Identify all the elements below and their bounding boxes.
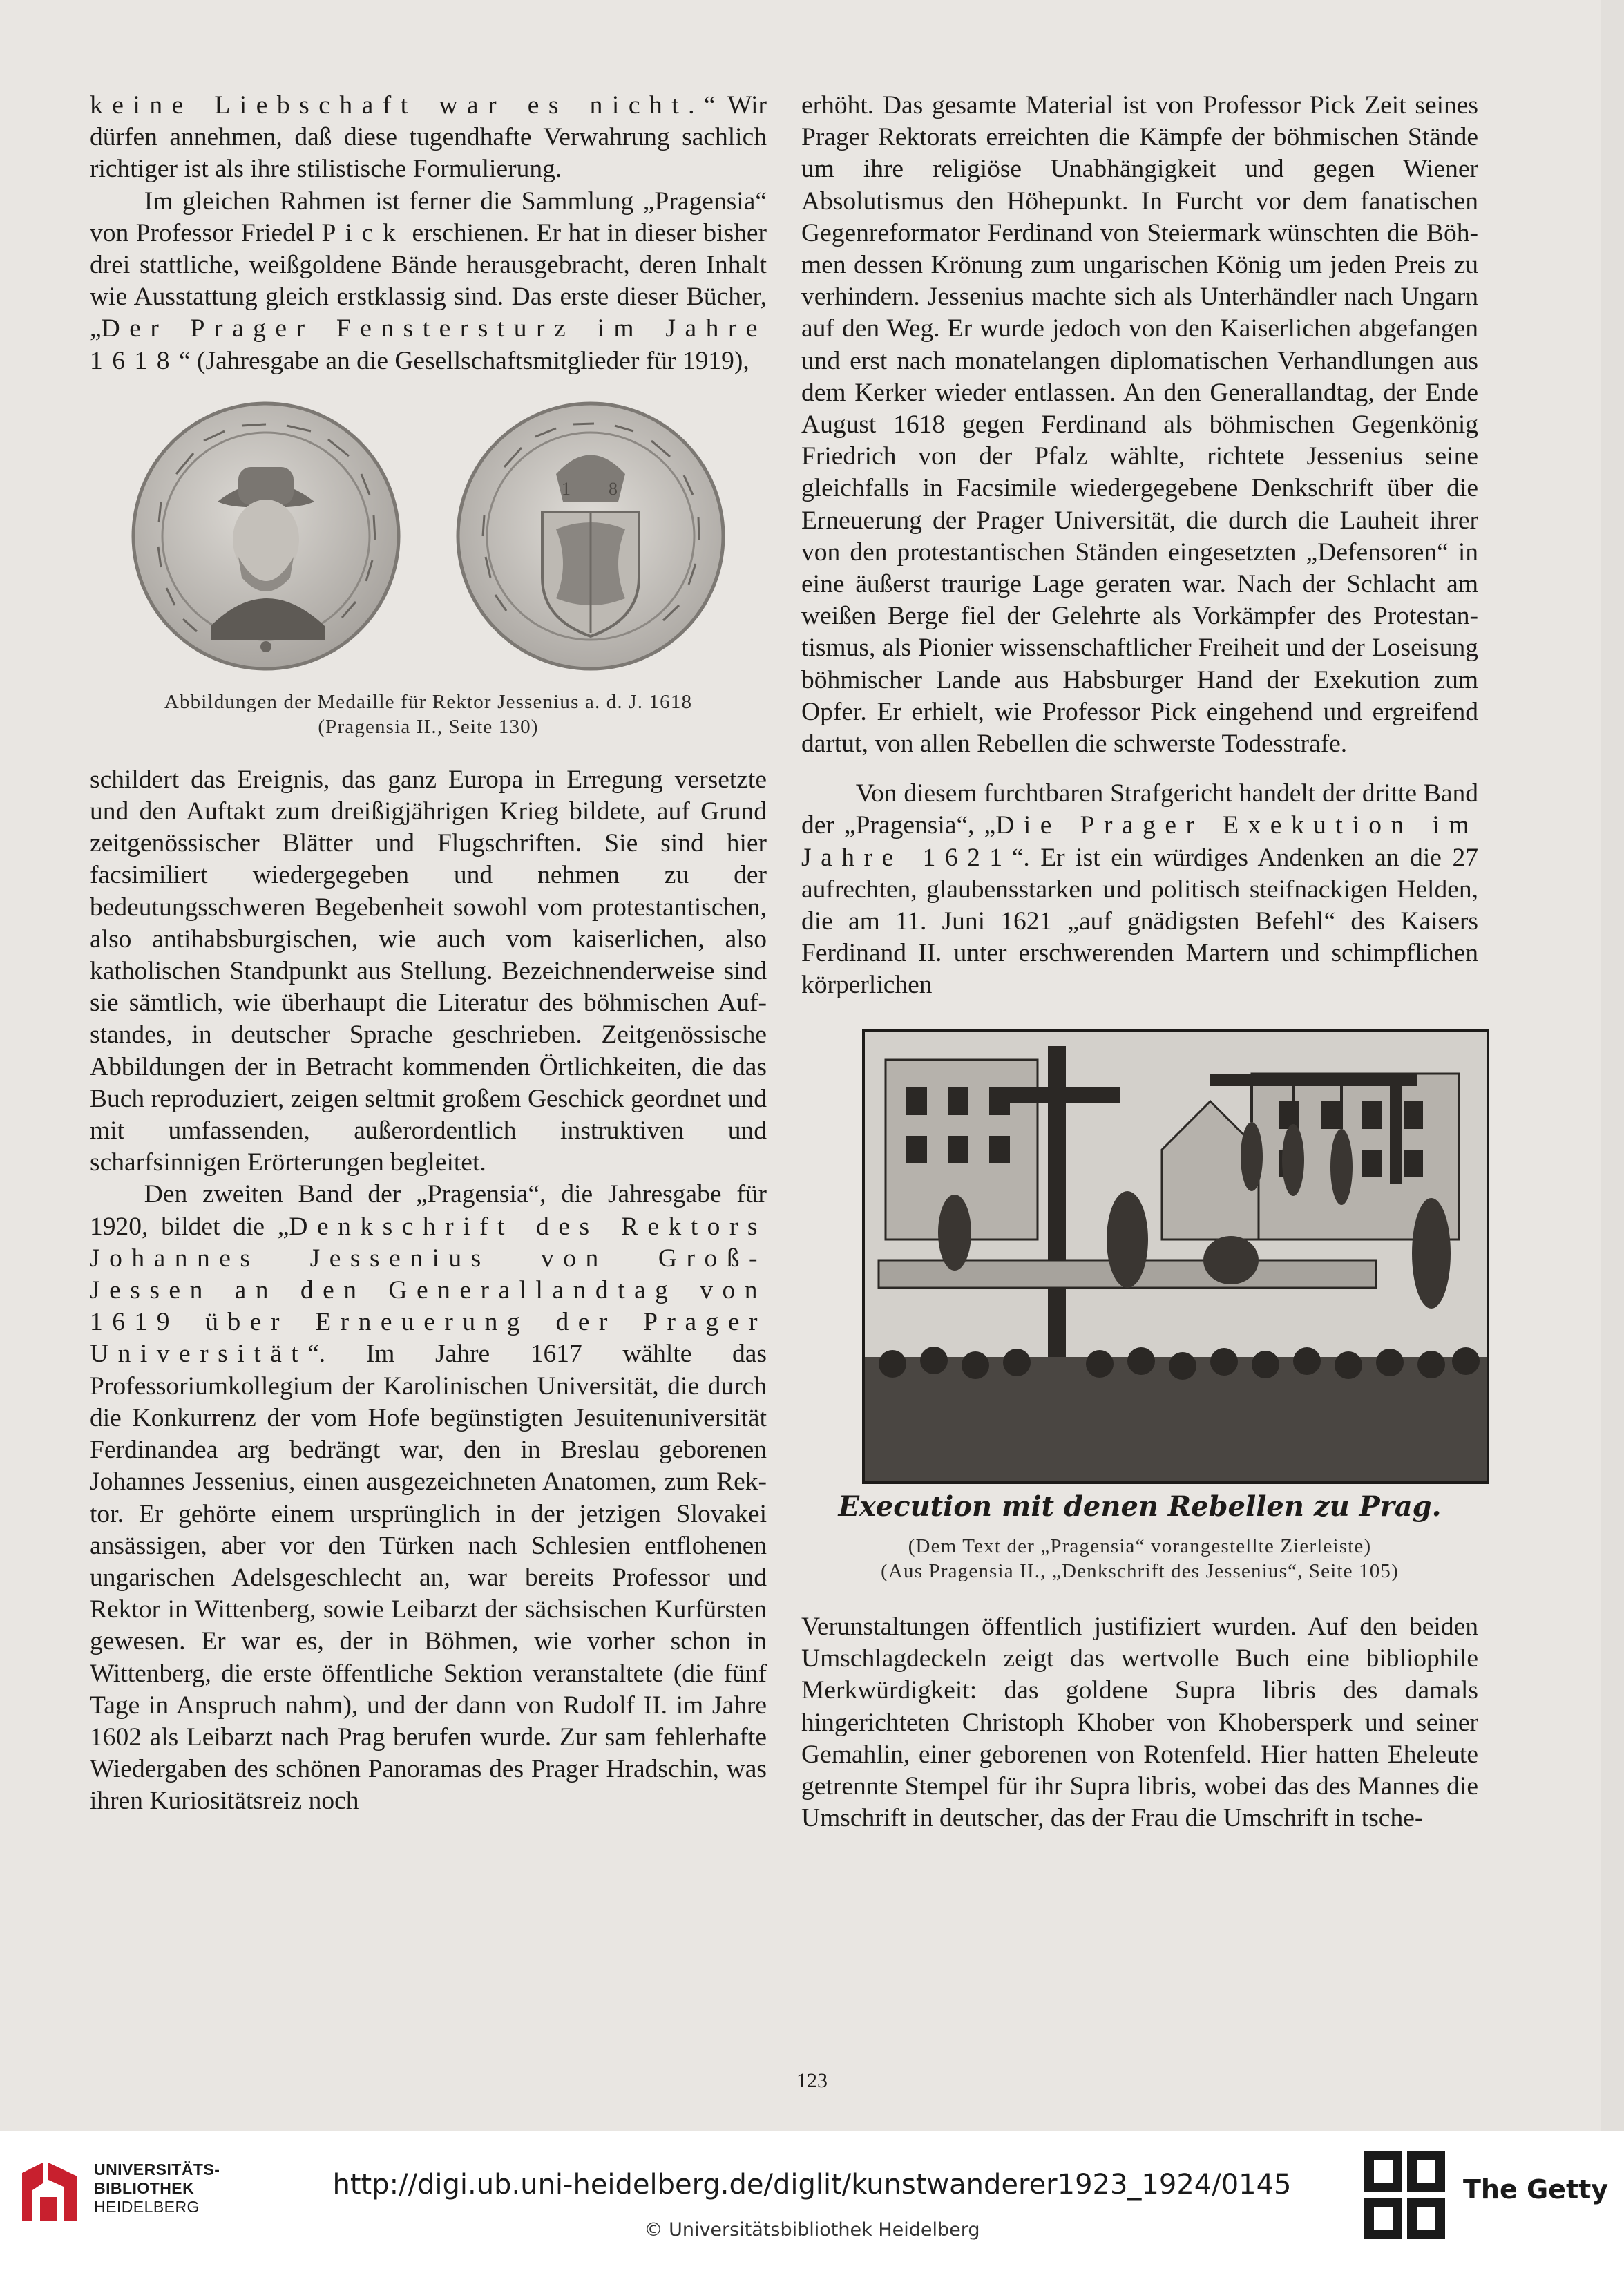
footer-bar (0, 2131, 1624, 2280)
spaced-text: Pick (321, 218, 405, 247)
medal-arms-image (452, 398, 729, 674)
paragraph: keine Liebschaft war es nicht.“ Wir dürfen annehmen, daß diese tugendhafte Verwahrung sachlich richtiger ist als ihre stilistische Formulierung. (90, 91, 767, 184)
spaced-text: Der Prager Fenstersturz im Jahre 1618 (90, 314, 767, 375)
spaced-text: Denkschrift des Rektors Johannes Jessenius von Groß-Jessen an den Generallandtag von 1619 über Erneuerung der Prager Universität (90, 1212, 767, 1369)
paragraph: schildert das Ereignis, das ganz Europa in Erregung versetzte und den Auftakt zum dreißigjährigen Krieg bildete, auf Grund zeitgenössischer Blätter und Flugschriften. Sie sind hier facsimiliert wiedergegeben und nehmen zu der bedeutungsschweren Begebenheit sowohl vom protestantischen, also antihabsburgischen, wie auch vom kaiserlichen, also katholischen Standpunkt aus Stellung. Bezeichnenderweise sind sie sämtlich, wie überhaupt die Literatur des böhmischen Aufstandes, in deutscher Sprache geschrieben. Zeitgenössische Abbildungen der in Betracht kommenden Örtlichkeiten, die das Buch reproduziert, zeigen seltmit großem Geschick geordnet und mit umfassenden, außerordentlich instruktiven und scharfsinnigen Erörterungen begleitet. (90, 765, 767, 1177)
medal-portrait-image (128, 398, 404, 674)
svg-text:8: 8 (609, 478, 618, 499)
paragraph: Verunstaltungen öffentlich justifiziert wurden. Auf den beiden Umschlagdeckeln zeigt das wertvolle Buch eine bibliophile Merkwürdigkeit: das goldene Supra libris des damals hingerichteten Christoph Khober von Khobersperk und seiner Gemahlin, einer geborenen von Rotenfeld. Hier hatten Eheleute getrennte Stempel für ihr Supra libris, wobei das des Mannes die Umschrift in deutscher, das der Frau die Umschrift in tsche- (801, 1612, 1478, 1833)
paragraph: Von diesem furchtbaren Strafgericht handelt der dritte Band der „Pragensia“, „Die Prager Exekution im Jahre 1621“. Er ist ein würdiges Andenken an die 27 aufrechten, glaubensstarken und politisch steifnackigen Helden, die am 11. Juni 1621 „auf gnädigsten Befehl“ des Kaisers Ferdinand II. unter erschwerenden Martern und schimpflichen körperlichen (801, 779, 1478, 1000)
medal-figure (90, 398, 767, 739)
source-url-link[interactable]: http://digi.ub.uni-heidelberg.de/diglit/kunstwanderer1923_1924/0145 (332, 2169, 1292, 2201)
ub-heidelberg-text: UNIVERSITÄTS- BIBLIOTHEK HEIDELBERG (94, 2160, 220, 2216)
medal-caption-line2: (Pragensia II., Seite 130) (318, 715, 539, 738)
spaced-text: keine Liebschaft war es nicht. (90, 91, 705, 120)
left-column (90, 90, 767, 1818)
scan-edge (1601, 0, 1624, 2131)
medal-caption-line1: Abbildungen der Medaille für Rektor Jessenius a. d. J. 1618 (164, 690, 693, 713)
woodcut-caption-line1: (Dem Text der „Pragensia“ vorangestellte Zierleiste) (908, 1535, 1372, 1557)
woodcut-figure (801, 1029, 1478, 1584)
right-column (801, 90, 1478, 1834)
getty-wordmark: The Getty (1463, 2174, 1609, 2205)
paragraph: Den zweiten Band der „Pragensia“, die Jahresgabe für 1920, bildet die „Denkschrift des Rektors Johannes Jessenius von Groß-Jessen an den Generallandtag von 1619 über Erneuerung der Prager Universität“. Im Jahre 1617 wählte das Professoriumkollegium der Karolinischen Universität, die durch die Konkurrenz der vom Hofe begünstigten Jesuitenuniversität Ferdinandea arg bedrängt war, den in Breslau geborenen Johannes Jessenius, einen ausgezeichneten Anatomen, zum Rektor. Er gehörte einem ursprünglich in der jetzigen Slovakei ansässigen, aber vor den Türken nach Schlesien entflohenen ungarischen Adelsgeschlecht an, war bereits Professor und Rektor in Wittenberg, sowie Leibarzt der sächsischen Kurfürsten gewesen. Er war es, der in Böhmen, wie vorher schon in Wittenberg, die erste öffentliche Sektion veranstaltete (die fünf Tage in Anspruch nahm), und der dann von Rudolf II. im Jahre 1602 als Leibarzt nach Prag berufen wurde. Zur sam fehlerhafte Wiedergaben des schönen Panoramas des Prager Hradschin, was ihren Kuriositätsreiz noch (90, 1180, 767, 1816)
woodcut-title: Execution mit denen Rebellen zu Prag. (838, 1490, 1442, 1523)
page-number: 123 (796, 2069, 828, 2092)
svg-text:1: 1 (562, 478, 571, 499)
paragraph: Im gleichen Rahmen ist ferner die Sammlung „Pragensia“ von Professor Friedel Pick erschienen. Er hat in dieser bisher drei stattliche, weißgoldene Bände herausgebracht, deren Inhalt wie Ausstattung gleich erstklassig sind. Das erste dieser Bücher, „Der Prager Fenstersturz im Jahre 1618“ (Jahresgabe an die Gesellschaftsmitglieder für 1919), (90, 187, 767, 375)
spaced-text: Die Prager Exekution im Jahre 1621 (801, 811, 1478, 872)
woodcut-image (862, 1029, 1489, 1484)
paragraph: erhöht. Das gesamte Material ist von Professor Pick Zeit seines Prager Rektorats erreichten die Kämpfe der böhmischen Stände um ihre religiöse Unabhängigkeit und gegen Wiener Absolutismus den Höhepunkt. In Furcht vor dem fanatischen Gegenreformator Ferdinand von Steiermark wünschten die Böhmen dessen Krönung zum ungarischen König um jeden Preis zu verhindern. Jessenius machte sich als Unterhändler nach Ungarn auf den Weg. Er wurde jedoch von den Kaiserlichen abgefangen und erst nach monatelangen diplomatischen Verhandlungen aus dem Kerker wieder entlassen. An den Generallandtag, der Ende August 1618 gegen Ferdinand als böhmischen Gegenkönig Friedrich von der Pfalz wählte, richtete Jessenius seine gleichfalls in Facsimile wiedergegebene Denkschrift über die Erneuerung der Prager Universität, die durch die Lauheit ihrer von den protestantischen Ständen eingesetzten „Defensoren“ in eine äußerst traurige Lage geraten war. Nach der Schlacht am weißen Berge fiel der Gelehrte als Vorkämpfer des Protestantismus, als Pionier wissenschaftlicher Freiheit und der Loseisung böhmischer Lande aus Habsburger Hand der Exekution zum Opfer. Er erhielt, wie Professor Pick eingehend und ergreifend dartut, von allen Rebellen die schwerste Todesstrafe. (801, 91, 1478, 759)
woodcut-caption-line2: (Aus Pragensia II., „Denkschrift des Jessenius“, Seite 105) (881, 1559, 1399, 1582)
copyright-notice: © Universitätsbibliothek Heidelberg (644, 2219, 980, 2241)
getty-logo-icon (1364, 2151, 1447, 2241)
